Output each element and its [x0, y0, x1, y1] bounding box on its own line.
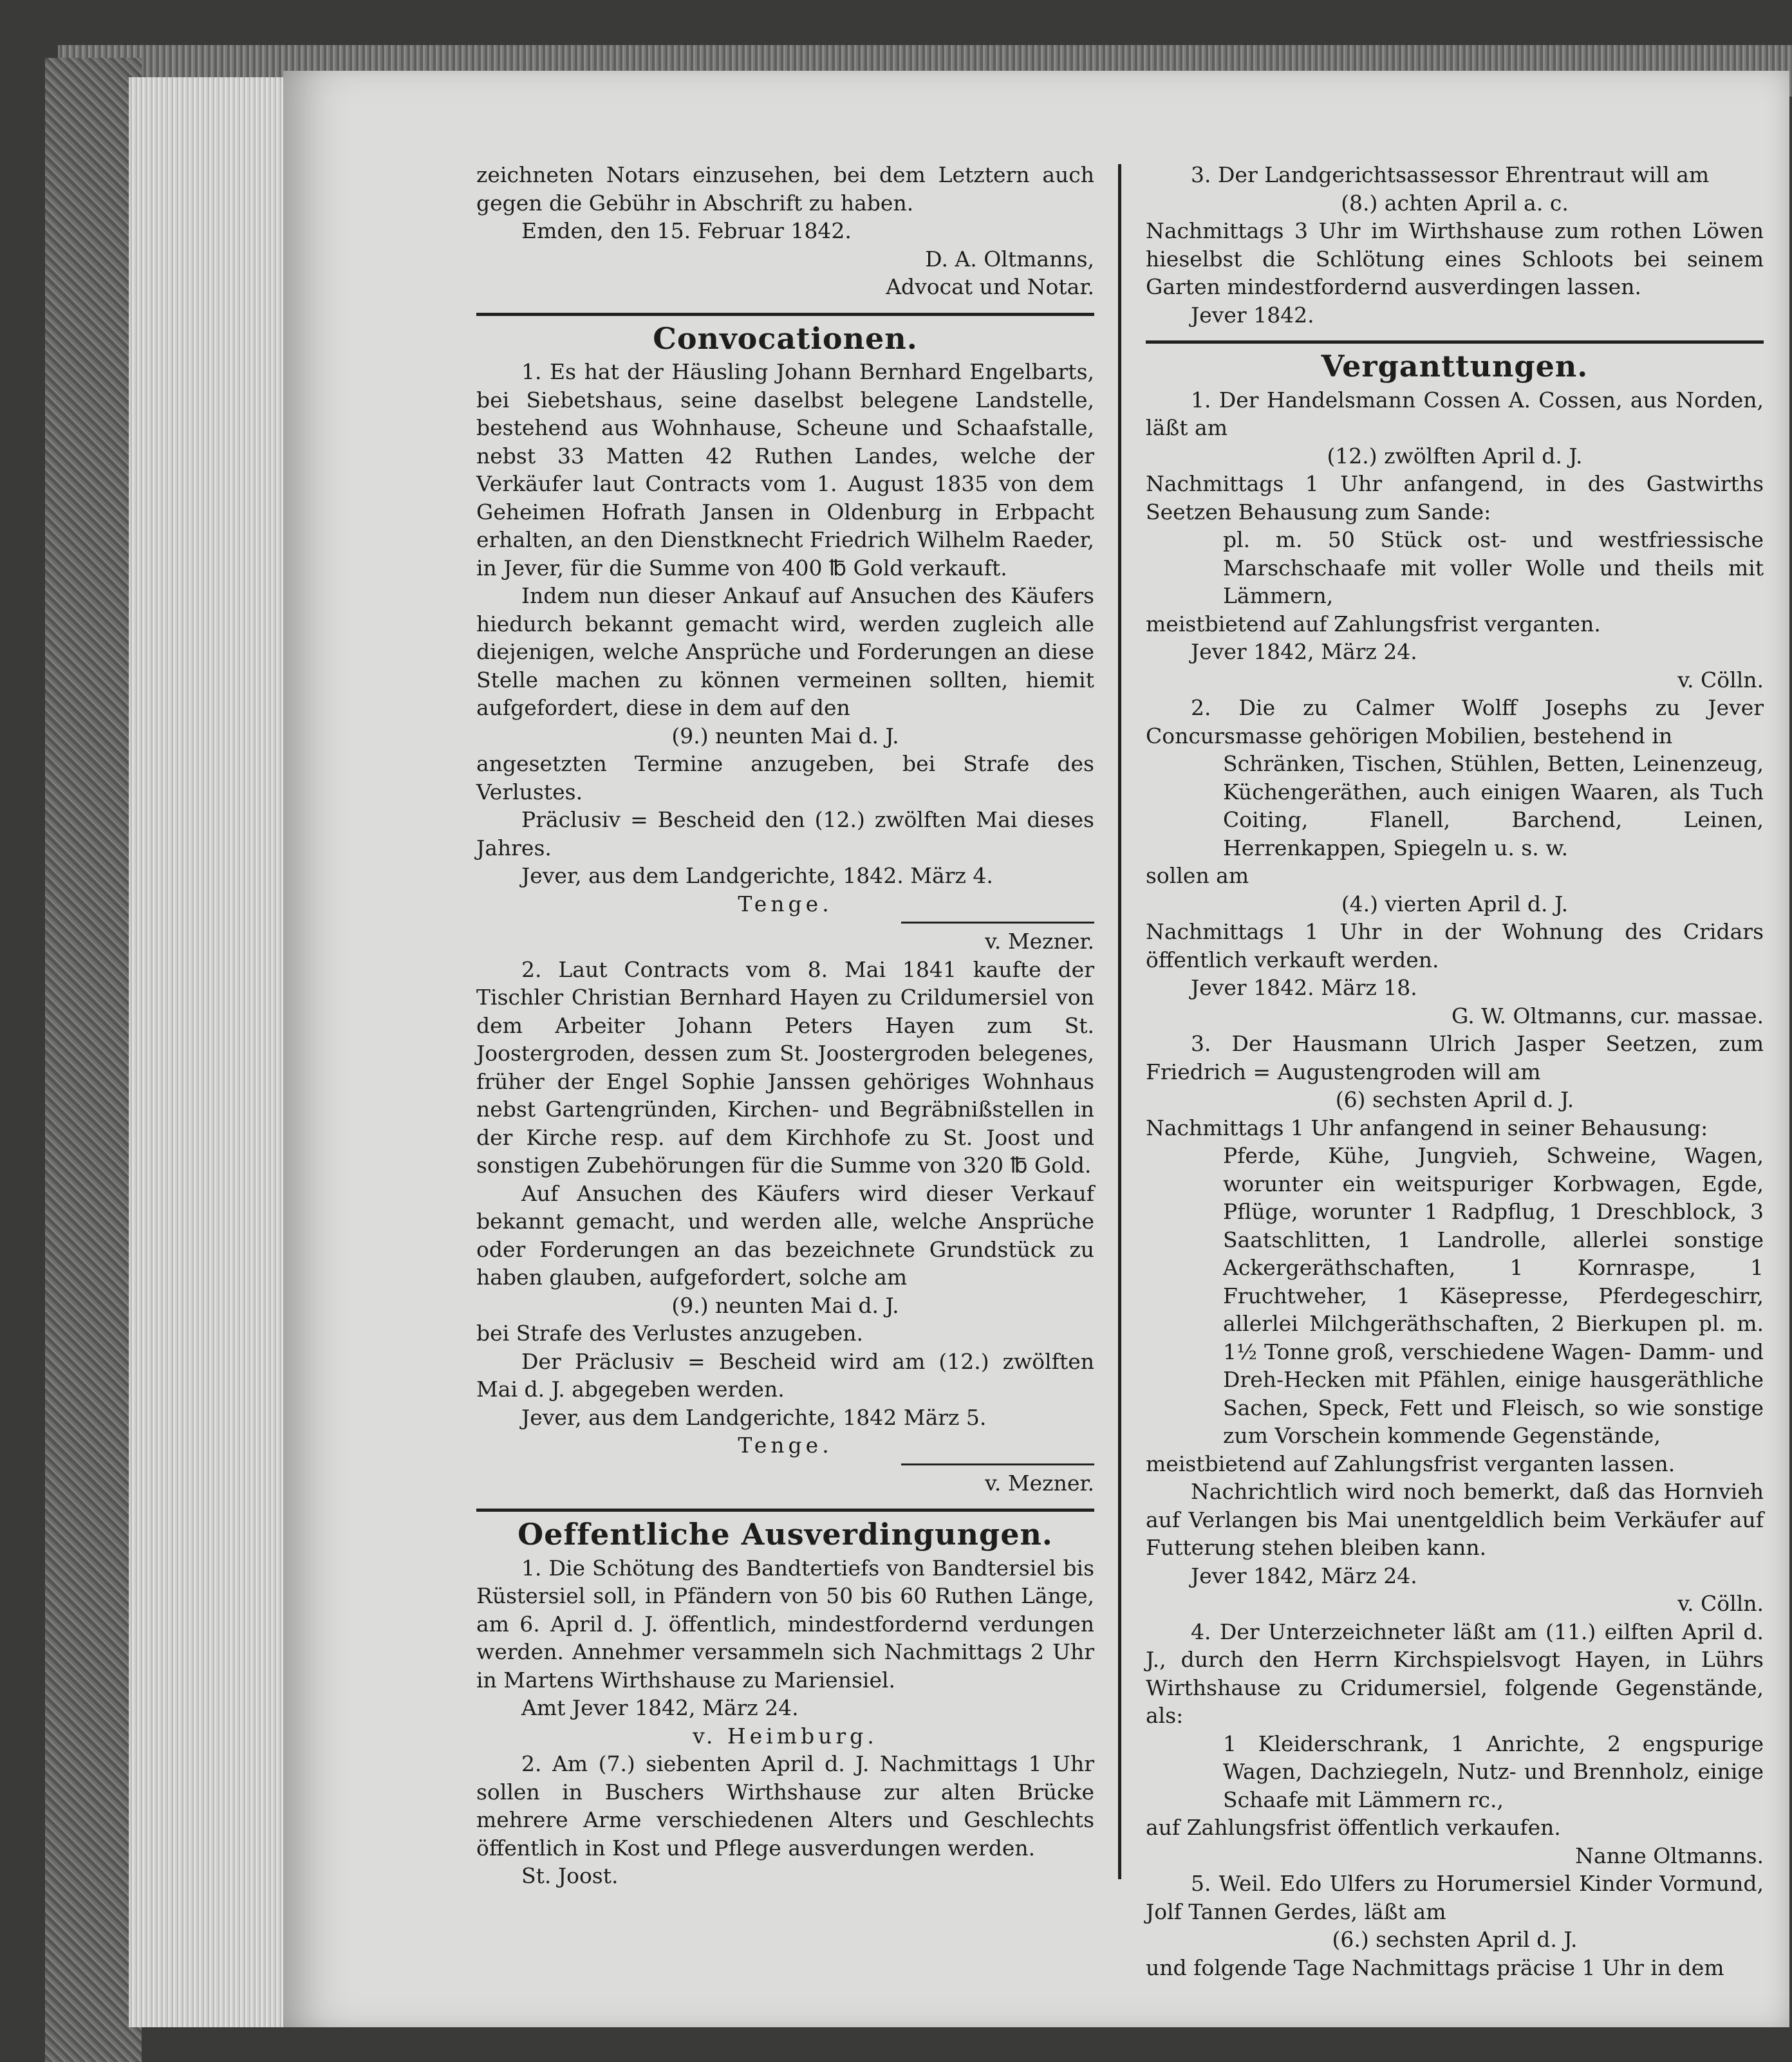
ausverdingung-3-text2: Nachmittags 3 Uhr im Wirthshause zum rothen Löwen hieselbst die Schlötung eines Schloots bei seinem Garten mindestfordernd ausverdingen lassen. [1146, 218, 1764, 299]
convocation-2-text4: Der Präclusiv = Bescheid wird am (12.) zwölften Mai d. J. abgegeben werden. [476, 1348, 1094, 1402]
vergantung-3-text2: Nachmittags 1 Uhr anfangend in seiner Behausung: [1146, 1115, 1708, 1140]
intro-text: zeichneten Notars einzusehen, bei dem Letztern auch gegen die Gebühr in Abschrift zu haben. [476, 162, 1094, 216]
vergantung-3-place: Jever 1842, März 24. [1191, 1563, 1417, 1588]
vergantung-5-text: 5. Weil. Edo Ulfers zu Horumersiel Kinder Vormund, Jolf Tannen Gerdes, läßt am [1146, 1871, 1764, 1924]
verganttungen-heading: Verganttungen. [1321, 349, 1589, 384]
vergantung-3-sign: v. Cölln. [1677, 1591, 1764, 1616]
convocation-1-text: 1. Es hat der Häusling Johann Bernhard Engelbarts, bei Siebetshaus, seine daselbst belegene Landstelle, bestehend aus Wohnhause, Scheune und Schaafstalle, nebst 33 Matten 42 Ruthen Landes, welche der Verkäufer laut Contracts vom 1. August 1835 von dem Geheimen Hofrath Jansen in Oldenburg in Erbpacht erhalten, an den Dienstknecht Friedrich Wilhelm Raeder, in Jever, für die Summe von 400 ℔ Gold verkauft. [476, 359, 1094, 581]
vergantung-3-text3: meistbietend auf Zahlungsfrist verganten lassen. [1146, 1451, 1675, 1476]
ausverdingungen-heading: Oeffentliche Ausverdingungen. [518, 1517, 1053, 1552]
vergantung-1-goods: pl. m. 50 Stück ost- und westfriessische Marschschaafe mit voller Wolle und theils mit Lämmern, [1223, 527, 1764, 608]
vergantung-3-text4: Nachrichtlich wird noch bemerkt, daß das Hornvieh auf Verlangen bis Mai unentgeldlich beim Verkäufer auf Futterung stehen bleiben kann. [1146, 1479, 1764, 1560]
convocation-1-text2: Indem nun dieser Ankauf auf Ansuchen des Käufers hiedurch bekannt gemacht wird, werden zugleich alle diejenigen, welche Ansprüche und Forderungen an diese Stelle machen zu können vermeinen sollten, hiemit aufgefordert, diese in dem auf den [476, 583, 1094, 720]
vergantung-2-text: 2. Die zu Calmer Wolff Josephs zu Jever Concursmasse gehörigen Mobilien, bestehend in [1146, 695, 1764, 748]
section-rule [476, 313, 1094, 316]
vergantung-1-sign: v. Cölln. [1677, 667, 1764, 692]
right-column [1146, 161, 1764, 1982]
vergantung-5-text2: und folgende Tage Nachmittags präcise 1 Uhr in dem [1146, 1955, 1724, 1980]
vergantung-1-text2: Nachmittags 1 Uhr anfangend, in des Gastwirths Seetzen Behausung zum Sande: [1146, 471, 1764, 525]
ausverdingung-3-text: 3. Der Landgerichtsassessor Ehrentraut will am [1191, 162, 1710, 187]
vergantung-3-goods: Pferde, Kühe, Jungvieh, Schweine, Wagen, worunter ein weitspuriger Korbwagen, Egde, Pflüge, worunter 1 Radpflug, 1 Dreschblock, 3 Saatschlitten, 1 Landrolle, allerlei sonstige Ackergeräthschaften, 1 Kornraspe, 1 Fruchtweher, 1 Käsepresse, Pferdegeschirr, allerlei Milchgeräthschaften, 2 Bierkupen pl. m. 1½ Tonne groß, verschiedene Wagen- Damm- und Dreh-Hecken mit Pfählen, einige hausgeräthliche Sachen, Speck, Fett und Fleisch, so wie sonstige zum Vorschein kommende Gegenstände, [1223, 1143, 1764, 1448]
convocation-2-sign2: v. Mezner. [985, 1470, 1094, 1496]
vergantung-4-text: 4. Der Unterzeichneter läßt am (11.) eilften April d. J., durch den Herrn Kirchspielsvogt Hayen, in Lührs Wirthshause zu Cridumersiel, folgende Gegenstände, als: [1146, 1619, 1764, 1728]
vergantung-4-text2: auf Zahlungsfrist öffentlich verkaufen. [1146, 1815, 1561, 1840]
convocation-2-sign1: Tenge. [738, 1433, 833, 1458]
signature-rule [901, 922, 1094, 924]
convocation-1-place: Jever, aus dem Landgerichte, 1842. März 4. [521, 863, 993, 888]
intro-signature: D. A. Oltmanns, [925, 246, 1094, 272]
ausverdingung-1-place: Amt Jever 1842, März 24. [521, 1695, 799, 1720]
convocation-2-date: (9.) neunten Mai d. J. [671, 1292, 899, 1318]
vergantung-4-goods: 1 Kleiderschrank, 1 Anrichte, 2 engspurige Wagen, Dachziegeln, Nutz- und Brennholz, einige Schaafe mit Lämmern rc., [1223, 1731, 1764, 1812]
vergantung-4-sign: Nanne Oltmanns. [1575, 1843, 1764, 1868]
section-rule [476, 1509, 1094, 1512]
vergantung-2-text2: sollen am [1146, 863, 1249, 888]
ausverdingung-1-text: 1. Die Schötung des Bandtertiefs von Bandtersiel bis Rüstersiel soll, in Pfändern von 50 bis 60 Ruthen Länge, am 6. April d. J. öffentlich, mindestfordernd verdungen werden. Annehmer versammeln sich Nachmittags 2 Uhr in Martens Wirthshause zu Mariensiel. [476, 1555, 1094, 1693]
column-divider [1118, 164, 1121, 1879]
vergantung-1-text3: meistbietend auf Zahlungsfrist verganten. [1146, 611, 1601, 636]
vergantung-3-date: (6) sechsten April d. J. [1335, 1087, 1574, 1112]
vergantung-2-place: Jever 1842. März 18. [1191, 975, 1417, 1000]
left-column [476, 161, 1094, 1890]
convocationen-heading: Convocationen. [653, 320, 918, 356]
vergantung-1-text: 1. Der Handelsmann Cossen A. Cossen, aus Norden, läßt am [1146, 387, 1764, 440]
convocation-2-text2: Auf Ansuchen des Käufers wird dieser Verkauf bekannt gemacht, und werden alle, welche Ansprüche oder Forderungen an das bezeichnete Grundstück zu haben glauben, aufgefordert, solche am [476, 1180, 1094, 1290]
convocation-1-sign1: Tenge. [738, 891, 833, 916]
intro-signature-title: Advocat und Notar. [886, 274, 1094, 299]
page-stack [129, 77, 296, 2027]
convocation-2-text: 2. Laut Contracts vom 8. Mai 1841 kaufte der Tischler Christian Bernhard Hayen zu Crildumersiel von dem Arbeiter Johann Peters Hayen zum St. Joostergroden, dessen zum St. Joostergroden belegenes, früher der Engel Sophie Janssen gehöriges Wohnhaus nebst Gartengründen, Kirchen- und Begräbnißstellen in der Kirche resp. auf dem Kirchhofe zu St. Joost und sonstigen Zubehörungen für die Summe von 320 ℔ Gold. [476, 956, 1094, 1178]
section-rule [1146, 340, 1764, 344]
ausverdingung-2-place: St. Joost. [521, 1863, 619, 1888]
vergantung-2-sign: G. W. Oltmanns, cur. massae. [1451, 1003, 1764, 1028]
vergantung-1-place: Jever 1842, März 24. [1191, 639, 1417, 664]
vergantung-2-goods: Schränken, Tischen, Stühlen, Betten, Leinenzeug, Küchengeräthen, auch einigen Waaren, als Tuch Coiting, Flanell, Barchend, Leinen, Herrenkappen, Spiegeln u. s. w. [1223, 751, 1764, 860]
vergantung-2-text3: Nachmittags 1 Uhr in der Wohnung des Cridars öffentlich verkauft werden. [1146, 919, 1764, 972]
ausverdingung-1-sign: v. Heimburg. [693, 1723, 878, 1749]
intro-place: Emden, den 15. Februar 1842. [521, 218, 852, 243]
convocation-2-place: Jever, aus dem Landgerichte, 1842 März 5. [521, 1404, 987, 1430]
ausverdingung-2-text: 2. Am (7.) siebenten April d. J. Nachmittags 1 Uhr sollen in Buschers Wirthshause zur alten Brücke mehrere Arme verschiedenen Alters und Geschlechts öffentlich in Kost und Pflege ausverdungen werden. [476, 1751, 1094, 1861]
convocation-1-date: (9.) neunten Mai d. J. [671, 723, 899, 748]
convocation-1-text3: angesetzten Termine anzugeben, bei Strafe des Verlustes. [476, 751, 1094, 804]
book-cover [45, 58, 142, 2062]
vergantung-2-date: (4.) vierten April d. J. [1341, 891, 1569, 916]
vergantung-5-date: (6.) sechsten April d. J. [1332, 1927, 1578, 1952]
convocation-2-text3: bei Strafe des Verlustes anzugeben. [476, 1321, 864, 1346]
vergantung-1-date: (12.) zwölften April d. J. [1327, 443, 1583, 469]
ausverdingung-3-place: Jever 1842. [1191, 302, 1314, 328]
ausverdingung-3-date: (8.) achten April a. c. [1341, 190, 1569, 216]
convocation-1-text4: Präclusiv = Bescheid den (12.) zwölften Mai dieses Jahres. [476, 807, 1094, 860]
signature-rule [901, 1463, 1094, 1465]
convocation-1-sign2: v. Mezner. [985, 929, 1094, 954]
vergantung-3-text: 3. Der Hausmann Ulrich Jasper Seetzen, zum Friedrich = Augustengroden will am [1146, 1031, 1764, 1084]
